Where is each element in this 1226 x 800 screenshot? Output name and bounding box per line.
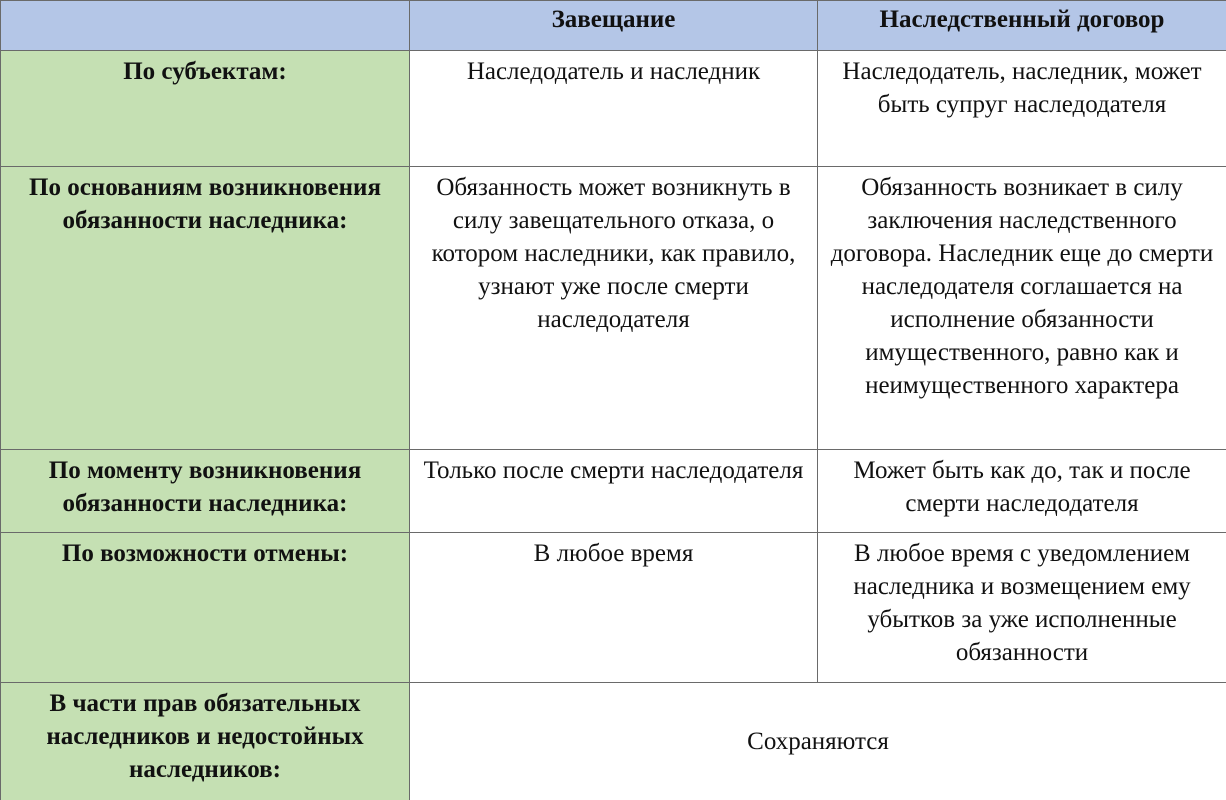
cell-will: В любое время: [410, 533, 818, 683]
header-inheritance-contract: Наследственный договор: [818, 1, 1226, 51]
cell-contract: Может быть как до, так и после смерти наследодателя: [818, 450, 1226, 533]
cell-contract: Наследодатель, наследник, может быть супруг наследодателя: [818, 51, 1226, 167]
cell-will: Наследодатель и наследник: [410, 51, 818, 167]
cell-merged-value: Сохраняются: [410, 683, 1226, 800]
cell-will: Только после смерти наследодателя: [410, 450, 818, 533]
header-row: [1, 1, 1226, 51]
cell-will: Обязанность может возникнуть в силу завещательного отказа, о котором наследники, как правило, узнают уже после смерти наследодателя: [410, 167, 818, 450]
table-row: [1, 533, 1226, 683]
header-will: Завещание: [410, 1, 818, 51]
table-row: [1, 51, 1226, 167]
row-criterion: По моменту возникновения обязанности наследника:: [1, 450, 410, 533]
table-row: [1, 683, 1226, 800]
row-criterion: По субъектам:: [1, 51, 410, 167]
table-row: [1, 450, 1226, 533]
table-row: [1, 167, 1226, 450]
cell-contract: В любое время с уведомлением наследника и возмещением ему убытков за уже исполненные обязанности: [818, 533, 1226, 683]
row-criterion: По возможности отмены:: [1, 533, 410, 683]
cell-contract: Обязанность возникает в силу заключения наследственного договора. Наследник еще до смерти наследодателя соглашается на исполнение обязанности имущественного, равно как и неимущественного характера: [818, 167, 1226, 450]
row-criterion: В части прав обязательных наследников и недостойных наследников:: [1, 683, 410, 800]
row-criterion: По основаниям возникновения обязанности наследника:: [1, 167, 410, 450]
header-corner-cell: [1, 1, 410, 51]
